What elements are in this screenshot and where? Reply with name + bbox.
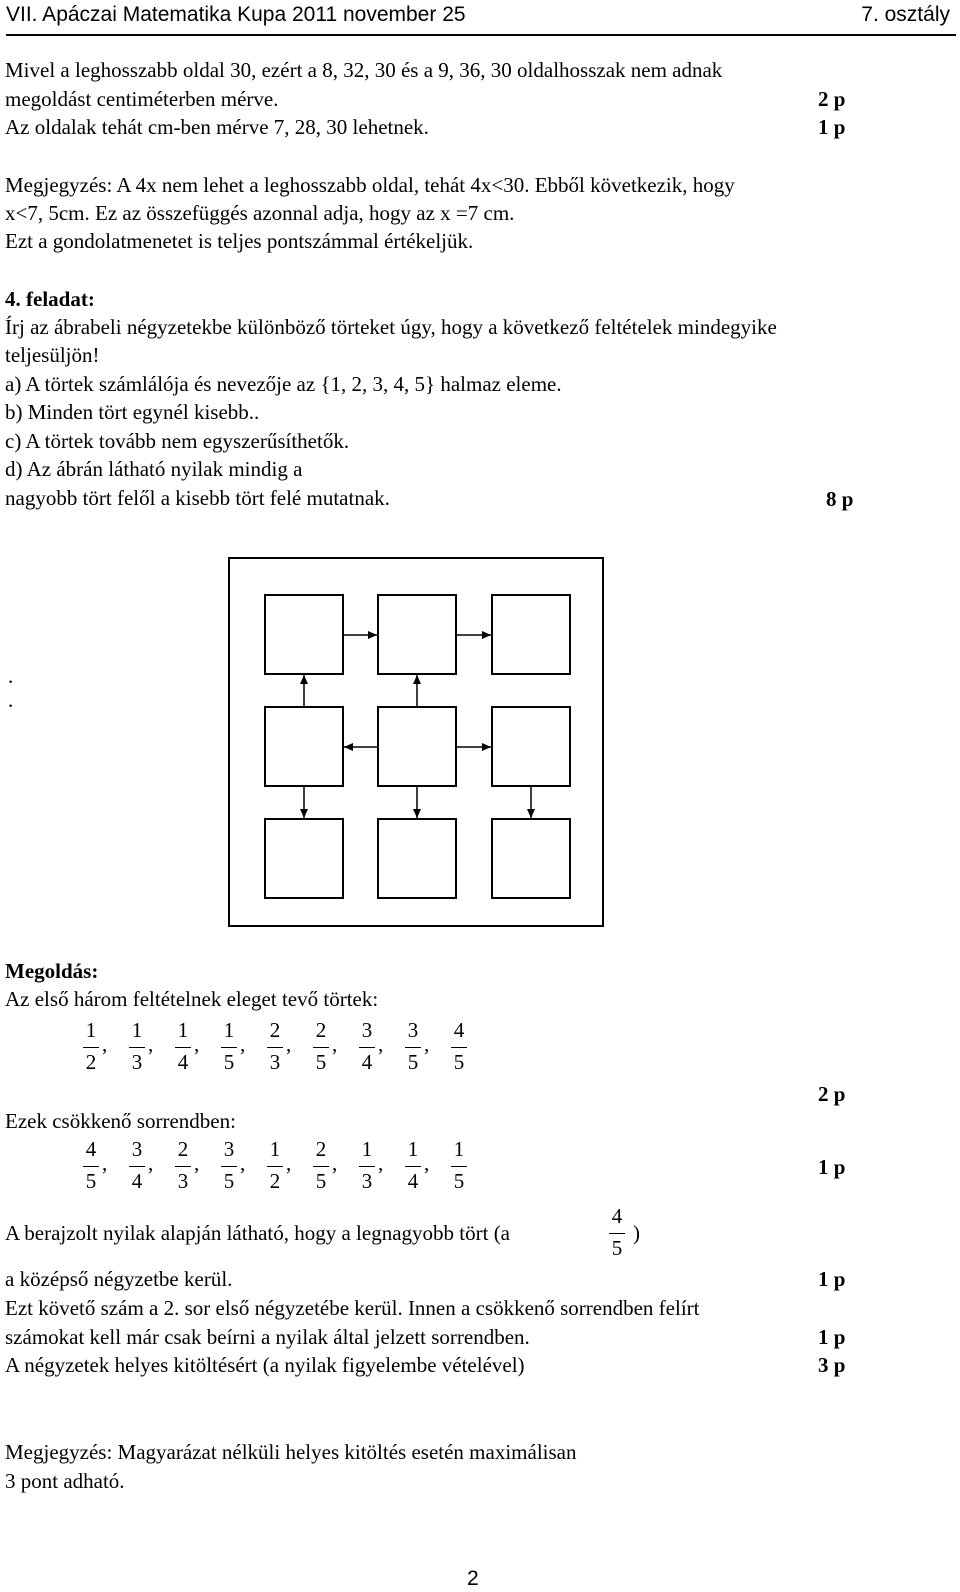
task4-points: 8 p — [826, 487, 854, 511]
grid-box-r3c2[interactable] — [378, 819, 456, 898]
fraction-denominator: 5 — [611, 1236, 623, 1260]
solution-line6: számokat kell már csak beírni a nyilak által jelzett sorrendben. — [5, 1325, 530, 1349]
fraction-denominator: 4 — [177, 1050, 189, 1074]
fraction-separator: , — [424, 1032, 430, 1056]
grid-box-r1c1[interactable] — [265, 595, 343, 674]
fraction-separator: , — [148, 1032, 154, 1056]
fraction-denominator: 5 — [85, 1169, 97, 1193]
fraction-denominator: 2 — [269, 1169, 281, 1193]
fraction-separator: , — [102, 1151, 108, 1175]
grid-box-r1c2[interactable] — [378, 595, 456, 674]
fraction-denominator: 2 — [85, 1050, 97, 1074]
solution-note2: 3 pont adható. — [5, 1469, 125, 1493]
fraction-numerator: 2 — [315, 1137, 327, 1161]
solution-points-6: 1 p — [818, 1325, 846, 1349]
fraction-numerator: 2 — [177, 1137, 189, 1161]
fraction-denominator: 3 — [361, 1169, 373, 1193]
grid-box-r3c3[interactable] — [492, 819, 570, 898]
fraction-denominator: 3 — [177, 1169, 189, 1193]
task4-cond-a: a) A törtek számlálója és nevezője az {1, 2, 3, 4, 5} halmaz eleme. — [5, 372, 562, 396]
task4-cond-b: b) Minden tört egynél kisebb.. — [5, 400, 260, 424]
page-header — [6, 0, 956, 36]
section3-line2: megoldást centiméterben mérve. — [5, 87, 279, 111]
fraction-numerator: 2 — [315, 1018, 327, 1042]
solution-line5: Ezt követő szám a 2. sor első négyzetébe kerül. Innen a csökkenő sorrendben felírt — [5, 1296, 700, 1320]
fraction-numerator: 1 — [269, 1137, 281, 1161]
fraction-numerator: 3 — [131, 1137, 143, 1161]
task4-intro2: teljesüljön! — [5, 343, 100, 367]
solution-line1: Az első három feltételnek eleget tevő törtek: — [5, 987, 379, 1011]
solution-heading: Megoldás: — [5, 959, 99, 983]
fraction-numerator: 4 — [453, 1018, 465, 1042]
task4-intro1: Írj az ábrabeli négyzetekbe különböző törteket úgy, hogy a következő feltételek mindegyike — [5, 315, 777, 339]
fraction-denominator: 3 — [269, 1050, 281, 1074]
fraction-numerator: 3 — [361, 1018, 373, 1042]
fraction-numerator: 1 — [177, 1018, 189, 1042]
fraction-denominator: 5 — [453, 1169, 465, 1193]
fraction-denominator: 5 — [315, 1050, 327, 1074]
fraction-numerator: 1 — [85, 1018, 97, 1042]
section3-points-2: 2 p — [818, 87, 846, 111]
fraction-denominator: 5 — [223, 1050, 235, 1074]
section3-note2: x<7, 5cm. Ez az összefüggés azonnal adja, hogy az x =7 cm. — [5, 201, 515, 225]
fraction-denominator: 5 — [223, 1169, 235, 1193]
fraction-denominator: 4 — [407, 1169, 419, 1193]
fraction-separator: , — [148, 1151, 154, 1175]
section3-points-1: 1 p — [818, 115, 846, 139]
fraction-numerator: 2 — [269, 1018, 281, 1042]
fraction-separator: , — [286, 1032, 292, 1056]
fraction-denominator: 4 — [131, 1169, 143, 1193]
task4-dot-1: . — [8, 664, 14, 688]
section3-note1: Megjegyzés: A 4x nem lehet a leghosszabb oldal, tehát 4x<30. Ebből következik, hogy — [5, 173, 735, 197]
fraction-separator: , — [378, 1032, 384, 1056]
fraction-numerator: 1 — [131, 1018, 143, 1042]
fraction-denominator: 5 — [453, 1050, 465, 1074]
solution-points-4: 1 p — [818, 1267, 846, 1291]
grid-box-r2c3[interactable] — [492, 707, 570, 786]
fraction-separator: , — [102, 1032, 108, 1056]
solution-line2: Ezek csökkenő sorrendben: — [5, 1109, 236, 1133]
grid-box-r1c3[interactable] — [492, 595, 570, 674]
grid-box-r2c1[interactable] — [265, 707, 343, 786]
fraction-numerator: 1 — [223, 1018, 235, 1042]
fraction-numerator: 3 — [407, 1018, 419, 1042]
fraction-separator: , — [194, 1032, 200, 1056]
page-number: 2 — [467, 1567, 479, 1590]
grid-box-r3c1[interactable] — [265, 819, 343, 898]
solution-line4: a középső négyzetbe kerül. — [5, 1267, 233, 1291]
grid-box-r2c2[interactable] — [378, 707, 456, 786]
fraction-list-all — [0, 1018, 960, 1078]
fraction-denominator: 4 — [361, 1050, 373, 1074]
fraction-separator: , — [424, 1151, 430, 1175]
section3-note3: Ezt a gondolatmenetet is teljes pontszámmal értékeljük. — [5, 229, 474, 253]
fraction-numerator: 4 — [611, 1204, 623, 1228]
task4-dot-2: . — [8, 688, 14, 712]
fraction-separator: , — [332, 1151, 338, 1175]
header-title: VII. Apáczai Matematika Kupa 2011 november 25 — [6, 3, 466, 26]
solution-line3a: A berajzolt nyilak alapján látható, hogy a legnagyobb tört (a — [5, 1221, 511, 1245]
solution-points-7: 3 p — [818, 1353, 846, 1377]
fraction-numerator: 3 — [223, 1137, 235, 1161]
fraction-numerator: 4 — [85, 1137, 97, 1161]
solution-points-2: 1 p — [818, 1155, 846, 1179]
arrow-grid-diagram — [228, 557, 604, 927]
section3-line1: Mivel a leghosszabb oldal 30, ezért a 8, 32, 30 és a 9, 36, 30 oldalhosszak nem adnak — [5, 58, 723, 82]
fraction-list-sorted — [0, 1137, 960, 1197]
fraction-numerator: 1 — [407, 1137, 419, 1161]
solution-line3b: ) — [633, 1221, 640, 1245]
fraction-denominator: 5 — [315, 1169, 327, 1193]
task4-heading: 4. feladat: — [5, 287, 95, 311]
task4-cond-d1: d) Az ábrán látható nyilak mindig a — [5, 457, 303, 481]
fraction-denominator: 3 — [131, 1050, 143, 1074]
fraction-separator: , — [240, 1151, 246, 1175]
header-grade: 7. osztály — [861, 3, 950, 26]
fraction-numerator: 1 — [361, 1137, 373, 1161]
solution-points-1: 2 p — [818, 1082, 846, 1106]
solution-line7: A négyzetek helyes kitöltésért (a nyilak figyelembe vételével) — [5, 1353, 525, 1377]
section3-line3: Az oldalak tehát cm-ben mérve 7, 28, 30 lehetnek. — [5, 115, 429, 139]
task4-cond-d2: nagyobb tört felől a kisebb tört felé mutatnak. — [5, 486, 390, 510]
fraction-denominator: 5 — [407, 1050, 419, 1074]
fraction-numerator: 1 — [453, 1137, 465, 1161]
fraction-separator: , — [332, 1032, 338, 1056]
fraction-separator: , — [378, 1151, 384, 1175]
task4-cond-c: c) A törtek tovább nem egyszerűsíthetők. — [5, 429, 350, 453]
solution-note1: Megjegyzés: Magyarázat nélküli helyes kitöltés esetén maximálisan — [5, 1440, 577, 1464]
fraction-separator: , — [286, 1151, 292, 1175]
fraction-separator: , — [194, 1151, 200, 1175]
fraction-separator: , — [240, 1032, 246, 1056]
